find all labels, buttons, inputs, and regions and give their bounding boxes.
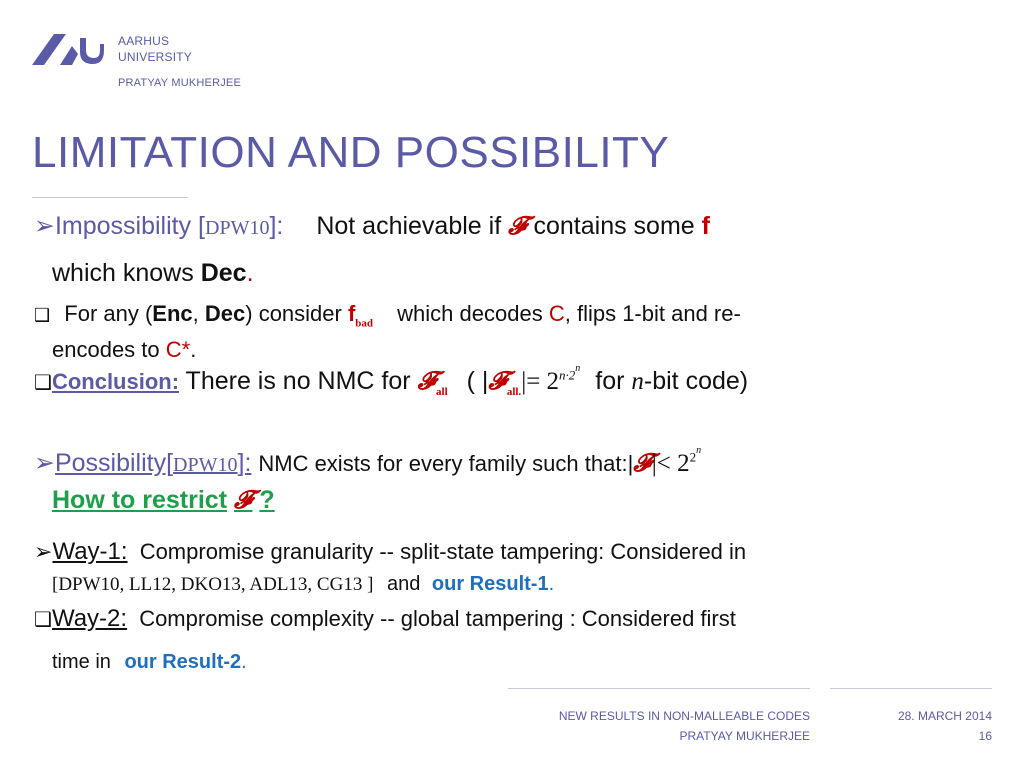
n-variable: n bbox=[631, 368, 644, 395]
impossibility-text-1: Not achievable if bbox=[316, 212, 502, 240]
dec-word-2: Dec bbox=[204, 301, 246, 326]
conclusion-line bbox=[34, 363, 748, 398]
F-all-subscript: all bbox=[436, 386, 448, 398]
possibility-line bbox=[34, 445, 701, 478]
family-F-all-symbol-2: 𝓕 bbox=[488, 366, 507, 395]
decodes-text: which decodes bbox=[397, 301, 543, 326]
time-in-text: time in bbox=[52, 651, 111, 673]
way-2-result-line bbox=[52, 651, 247, 674]
f-bad-subscript: bad bbox=[355, 317, 374, 330]
family-F-symbol: 𝓕 bbox=[508, 211, 527, 240]
way-2-line bbox=[34, 605, 736, 633]
bit-code-text: -bit code) bbox=[643, 367, 749, 395]
possibility-label: Possibility[ bbox=[54, 449, 174, 477]
for-any-text: For any ( bbox=[64, 301, 153, 326]
possibility-exponent-n: n bbox=[696, 445, 702, 456]
impossibility-label: Impossibility [ bbox=[54, 212, 205, 240]
result-1-dot: . bbox=[548, 573, 555, 595]
footer-date: 28. MARCH 2014 bbox=[897, 709, 992, 723]
possibility-text: NMC exists for every family such that:| bbox=[258, 451, 634, 476]
university-line-1: AARHUS bbox=[118, 34, 170, 48]
way-2-label: Way-2: bbox=[51, 605, 128, 632]
dec-text: which knows bbox=[52, 259, 194, 287]
how-to-restrict-line bbox=[52, 485, 275, 515]
f-bad: f bbox=[347, 301, 356, 326]
enc-word: Enc bbox=[152, 301, 193, 326]
encodes-line bbox=[52, 337, 196, 363]
footer-left bbox=[508, 706, 810, 746]
university-name bbox=[118, 33, 192, 65]
family-F-symbol-2: 𝓕 bbox=[633, 448, 652, 477]
codeword-C-star: C* bbox=[165, 337, 191, 362]
way-2-text: Compromise complexity -- global tampering : Considered first bbox=[139, 606, 736, 631]
possibility-exponent: 2 bbox=[689, 449, 697, 465]
dec-line bbox=[52, 259, 254, 288]
arrow-bullet-icon: ➢ bbox=[34, 449, 55, 477]
way-1-text: Compromise granularity -- split-state tampering: Considered in bbox=[139, 539, 747, 564]
conclusion-label: Conclusion: bbox=[51, 369, 180, 394]
impossibility-text-2: contains some bbox=[533, 212, 695, 240]
question-mark: ? bbox=[259, 486, 275, 514]
conclusion-text: There is no NMC for bbox=[185, 367, 411, 395]
consider-text: ) consider bbox=[245, 301, 342, 326]
size-equals: |= 2 bbox=[521, 368, 560, 395]
family-F-all-symbol: 𝓕 bbox=[417, 366, 437, 395]
enc-dec-comma: , bbox=[192, 301, 205, 326]
encodes-text: encodes to bbox=[52, 337, 160, 362]
way-1-citations: [DPW10, LL12, DKO13, ADL13, CG13 ] bbox=[52, 574, 374, 595]
impossibility-line bbox=[34, 211, 710, 241]
arrow-bullet-icon: ➢ bbox=[34, 212, 55, 240]
size-exponent-n: n bbox=[575, 363, 581, 374]
possibility-cite: DPW10 bbox=[173, 454, 238, 476]
square-bullet-icon: ❑ bbox=[34, 609, 52, 631]
for-text: for bbox=[595, 367, 625, 395]
footer-talk-title: NEW RESULTS IN NON-MALLEABLE CODES bbox=[558, 709, 810, 723]
header-author: PRATYAY MUKHERJEE bbox=[118, 77, 241, 89]
title-divider bbox=[32, 197, 188, 198]
possibility-bound: |< 2 bbox=[651, 450, 690, 477]
for-any-line bbox=[34, 301, 741, 329]
footer-right bbox=[830, 706, 992, 746]
square-bullet-icon: ❑ bbox=[34, 305, 51, 325]
encodes-dot: . bbox=[190, 337, 197, 362]
impossibility-cite: DPW10 bbox=[205, 217, 270, 239]
flips-text: , flips 1-bit and re- bbox=[564, 301, 741, 326]
our-result-1: our Result-1 bbox=[431, 573, 549, 595]
dec-word: Dec bbox=[200, 259, 247, 287]
size-open: ( | bbox=[466, 367, 489, 395]
way-1-and: and bbox=[386, 573, 421, 595]
page-number: 16 bbox=[978, 729, 992, 743]
codeword-C: C bbox=[548, 301, 565, 326]
F-all-subscript-2: all. bbox=[506, 386, 522, 398]
size-exponent: n·2 bbox=[559, 367, 576, 383]
footer-divider-left bbox=[508, 688, 810, 689]
square-bullet-icon: ❑ bbox=[34, 372, 52, 394]
university-line-2: UNIVERSITY bbox=[118, 50, 193, 64]
tampering-f: f bbox=[701, 212, 710, 240]
result-2-dot: . bbox=[241, 651, 247, 673]
dec-dot: . bbox=[246, 259, 254, 287]
footer-divider-right bbox=[830, 688, 992, 689]
our-result-2: our Result-2 bbox=[124, 651, 242, 673]
way-1-line bbox=[34, 538, 746, 566]
possibility-close: ]: bbox=[237, 449, 252, 477]
arrow-bullet-icon: ➢ bbox=[34, 539, 53, 564]
aarhus-university-logo-icon bbox=[32, 32, 104, 66]
page-title: LIMITATION AND POSSIBILITY bbox=[32, 128, 670, 177]
impossibility-close: ]: bbox=[269, 212, 284, 240]
family-F-symbol-3: 𝓕 bbox=[233, 485, 253, 514]
way-1-cites-line bbox=[52, 573, 554, 596]
footer-author: PRATYAY MUKHERJEE bbox=[679, 729, 810, 743]
how-to-restrict-text: How to restrict bbox=[52, 486, 228, 514]
way-1-label: Way-1: bbox=[52, 538, 128, 565]
